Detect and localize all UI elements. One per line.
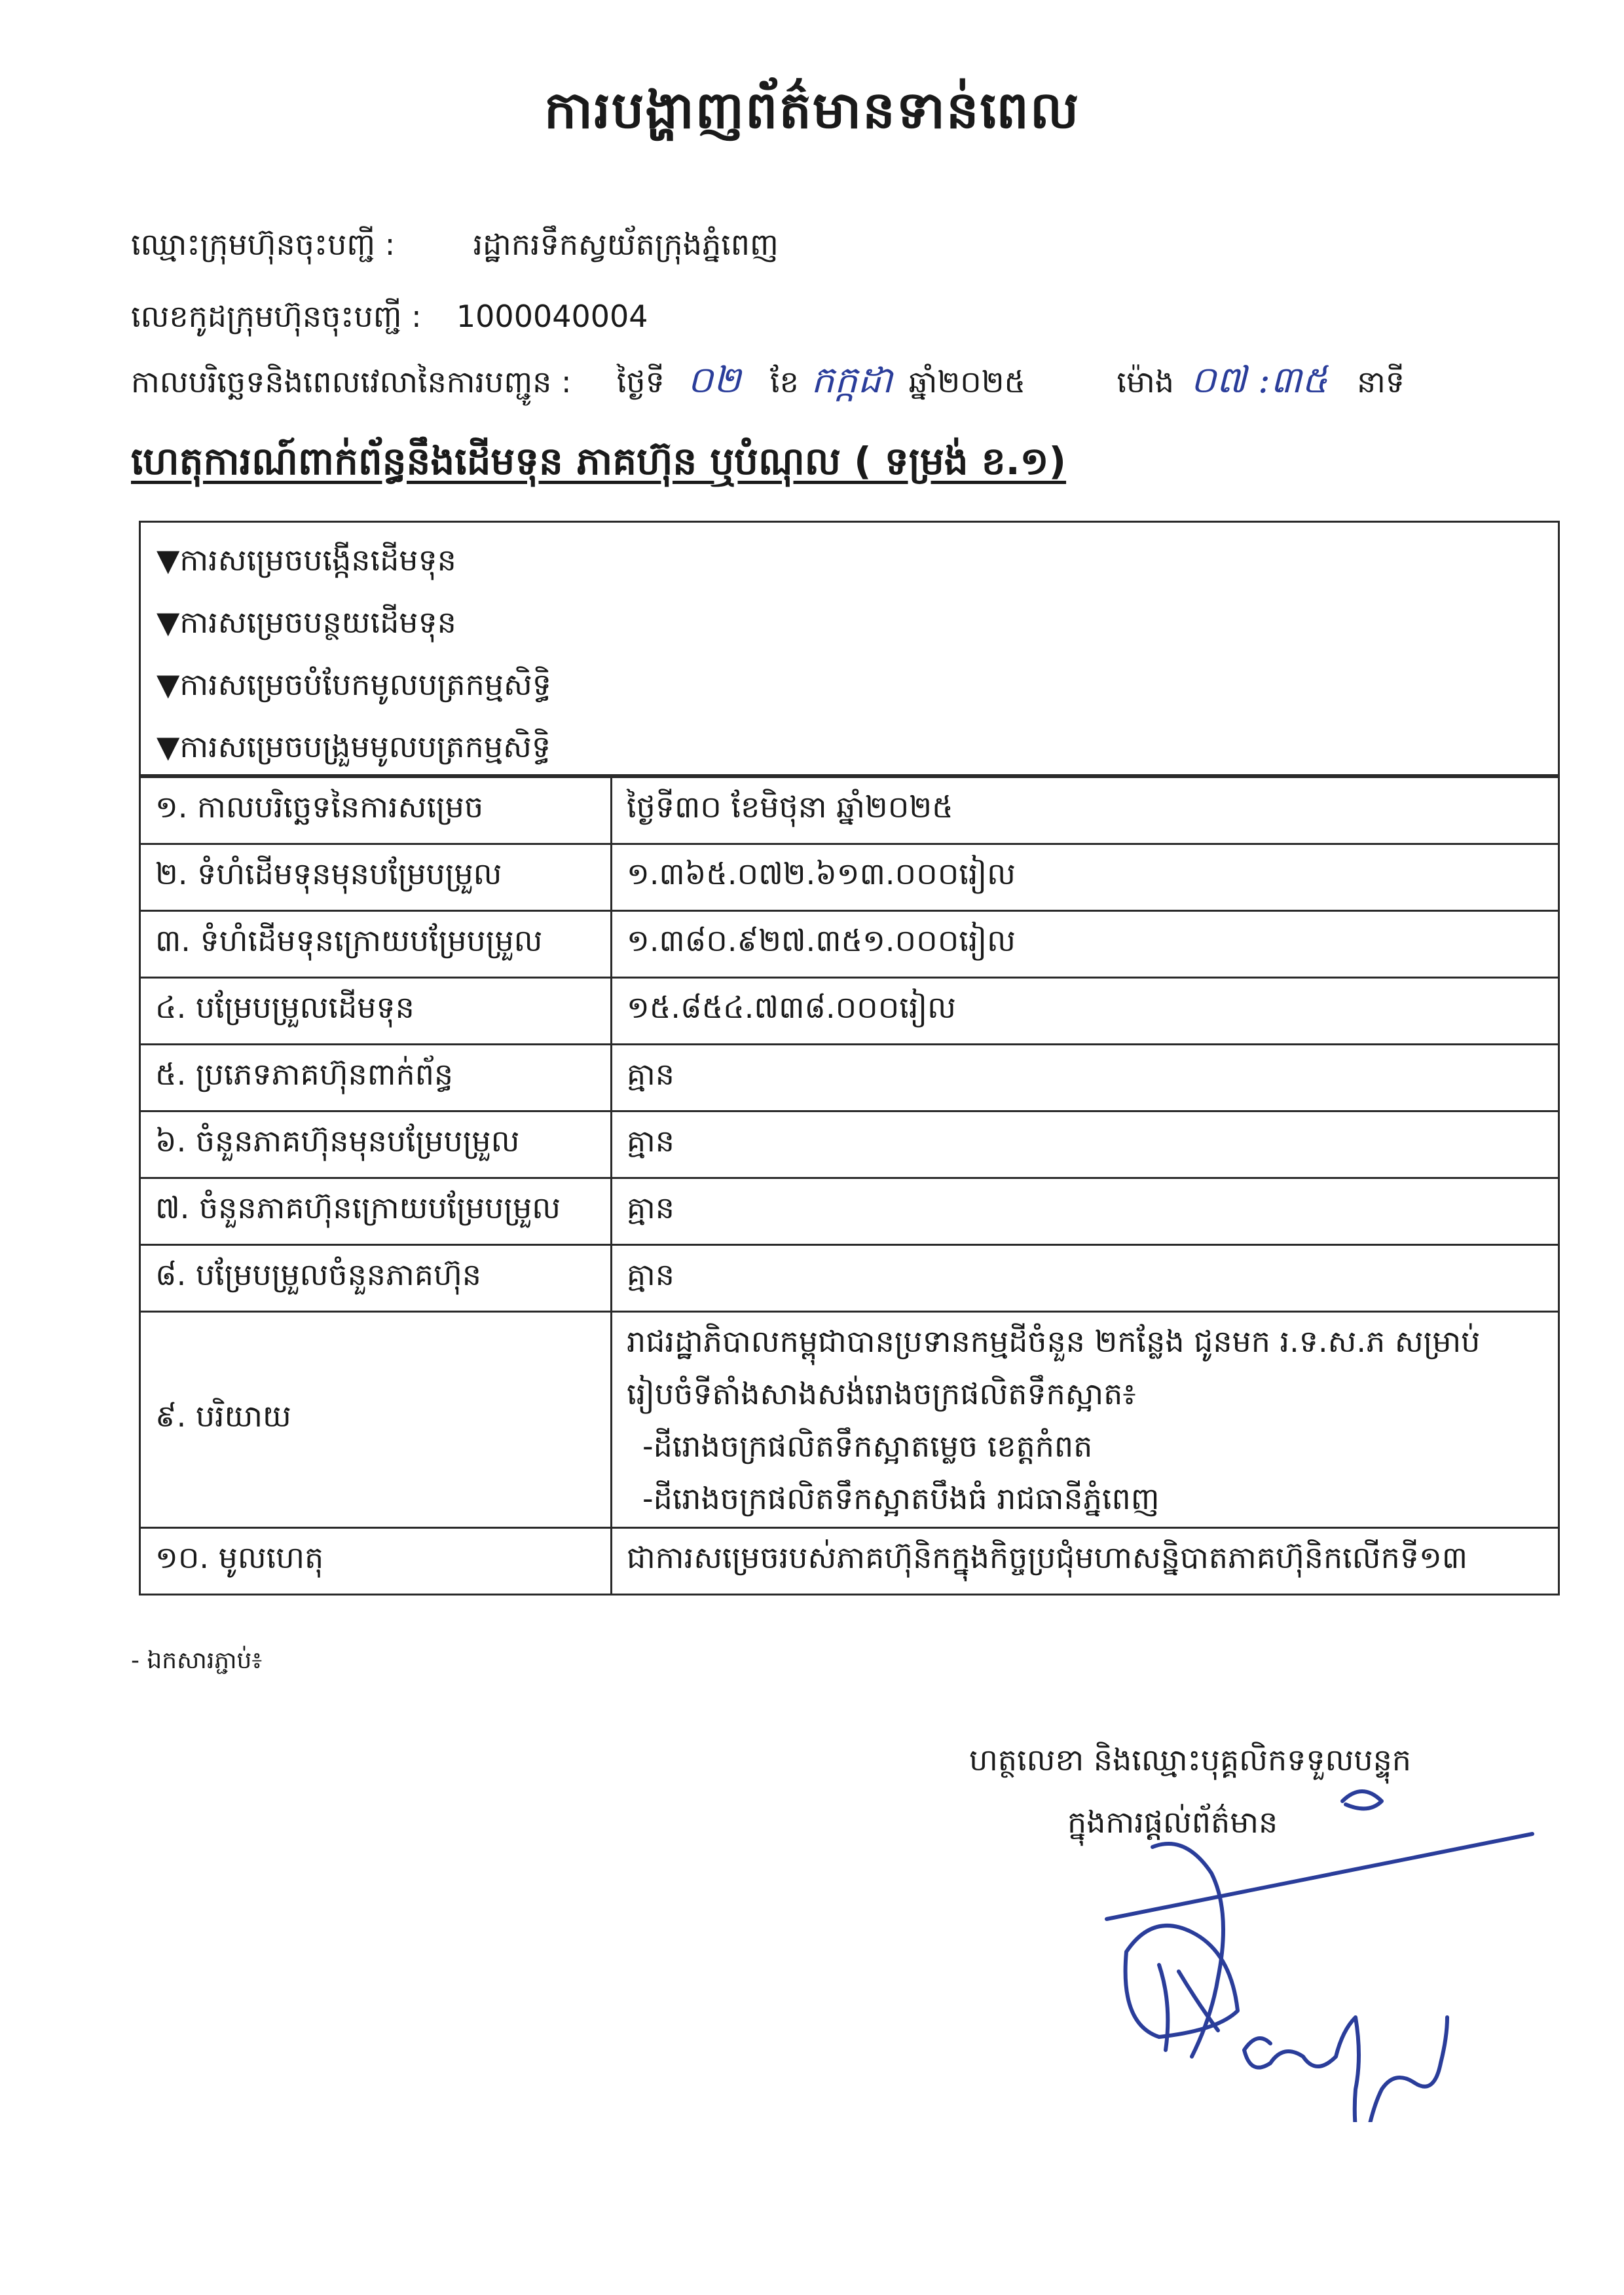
time-value: ០៧ :៣៥ xyxy=(1190,359,1328,401)
row-value: គ្មាន xyxy=(612,1245,1559,1312)
row-label: ៥. ប្រភេទភាគហ៊ុនពាក់ព័ន្ធ xyxy=(140,1045,612,1111)
table-row xyxy=(140,1111,1559,1178)
details-table xyxy=(139,776,1560,1595)
table-row xyxy=(140,1245,1559,1312)
table-row xyxy=(140,777,1559,844)
row-value: ១៥.៨៥៤.៧៣៨.០០០រៀល xyxy=(612,978,1559,1045)
company-code-label: លេខកូដក្រុមហ៊ុនចុះបញ្ជី : xyxy=(131,299,422,334)
company-name-label: ឈ្មោះក្រុមហ៊ុនចុះបញ្ជី : xyxy=(131,227,396,262)
day-value: ០២ xyxy=(687,359,741,401)
signature-and-seal xyxy=(1048,1755,1545,2122)
company-name-line xyxy=(131,226,779,270)
description-line: -ដីរោងចក្រផលិតទឹកស្អាតបឹងធំ រាជធានីភ្នំពេញ xyxy=(642,1480,1160,1516)
table-row xyxy=(140,1178,1559,1245)
signature-line-stroke xyxy=(1107,1834,1532,1919)
table-row xyxy=(140,978,1559,1045)
day-label: ថ្ងៃទី xyxy=(616,364,665,400)
table-row-description xyxy=(140,1312,1559,1528)
row-value-description xyxy=(612,1312,1559,1528)
row-value: ១.៣៨០.៩២៧.៣៥១.០០០រៀល xyxy=(612,911,1559,978)
description-line: -ដីរោងចក្រផលិតទឹកស្អាតម្លេច ខេត្តកំពត xyxy=(642,1428,1093,1464)
seal-stroke xyxy=(1126,1926,1238,2037)
time-label: ម៉ោង xyxy=(1116,364,1174,400)
submission-date-label: កាលបរិច្ឆេទនិងពេលវេលានៃការបញ្ជូន : xyxy=(131,364,572,400)
section-heading: ហេតុការណ៍ពាក់ព័ន្ធនឹងដើមទុន ភាគហ៊ុន ឬបំណុល ( ទម្រង់ ខ.១) xyxy=(131,439,1067,483)
table-row xyxy=(140,844,1559,911)
row-label: ៣. ទំហំដើមទុនក្រោយបម្រែបម្រួល xyxy=(140,911,612,978)
signature-caption-line: ក្នុងការផ្តល់ព័ត៌មាន xyxy=(1067,1804,1278,1840)
checklist-item: ▼ការសម្រេចបង្កើនដើមទុន xyxy=(157,542,456,578)
row-label: ៨. បម្រែបម្រួលចំនួនភាគហ៊ុន xyxy=(140,1245,612,1312)
submission-datetime-line xyxy=(131,357,1405,411)
signature-scrawl xyxy=(1244,2017,1447,2122)
row-value: គ្មាន xyxy=(612,1045,1559,1111)
row-label: ៩. បរិយាយ xyxy=(140,1312,612,1528)
row-label: ២. ទំហំដើមទុនមុនបម្រែបម្រួល xyxy=(140,844,612,911)
signature-caption-line: ហត្ថលេខា និងឈ្មោះបុគ្គលិកទទួលបន្ទុក xyxy=(969,1742,1411,1778)
table-row xyxy=(140,1045,1559,1111)
checklist-item: ▼ការសម្រេចបន្ថយដើមទុន xyxy=(157,605,456,640)
row-value: ជាការសម្រេចរបស់ភាគហ៊ុនិកក្នុងកិច្ចប្រជុំមហាសន្និបាតភាគហ៊ុនិកលើកទី១៣ xyxy=(612,1528,1559,1595)
checklist-item: ▼ការសម្រេចបង្រួមមូលបត្រកម្មសិទ្ធិ xyxy=(157,729,551,764)
company-name-value: រដ្ឋាករទឹកស្វយ័តក្រុងភ្នំពេញ xyxy=(473,227,779,262)
row-label: ៧. ចំនួនភាគហ៊ុនក្រោយបម្រែបម្រួល xyxy=(140,1178,612,1245)
description-line: រាជរដ្ឋាភិបាលកម្ពុជាបានប្រទានកម្មដីចំនួន ២កន្លែង ជូនមក រ.ទ.ស.ភ សម្រាប់ xyxy=(627,1323,1481,1359)
company-code-line xyxy=(131,298,648,342)
row-value: ១.៣៦៥.០៧២.៦១៣.០០០រៀល xyxy=(612,844,1559,911)
month-label: ខែ xyxy=(770,364,799,400)
row-value: គ្មាន xyxy=(612,1111,1559,1178)
description-line: រៀបចំទីតាំងសាងសង់រោងចក្រផលិតទឹកស្អាត៖ xyxy=(627,1375,1136,1411)
table-row xyxy=(140,1528,1559,1595)
row-value: ថ្ងៃទី៣០ ខែមិថុនា ឆ្នាំ២០២៥ xyxy=(612,777,1559,844)
year-text: ឆ្នាំ២០២៥ xyxy=(908,364,1026,400)
document-title: ការបង្ហាញព័ត៌មានទាន់ពេល xyxy=(544,81,1080,140)
minute-label: នាទី xyxy=(1356,364,1405,400)
row-label: ៦. ចំនួនភាគហ៊ុនមុនបម្រែបម្រួល xyxy=(140,1111,612,1178)
row-label: ១. កាលបរិច្ឆេទនៃការសម្រេច xyxy=(140,777,612,844)
handwritten-mark xyxy=(1342,1791,1382,1808)
decision-type-checklist xyxy=(139,521,1560,776)
checklist-item: ▼ការសម្រេចបំបែកមូលបត្រកម្មសិទ្ធិ xyxy=(157,667,551,702)
month-value: កក្កដា xyxy=(811,359,893,401)
company-code-value: 1000040004 xyxy=(456,299,648,334)
row-label: ៤. បម្រែបម្រួលដើមទុន xyxy=(140,978,612,1045)
row-value: គ្មាន xyxy=(612,1178,1559,1245)
table-row xyxy=(140,911,1559,978)
attachment-label: - ឯកសារភ្ជាប់៖ xyxy=(131,1647,263,1674)
row-label: ១០. មូលហេតុ xyxy=(140,1528,612,1595)
